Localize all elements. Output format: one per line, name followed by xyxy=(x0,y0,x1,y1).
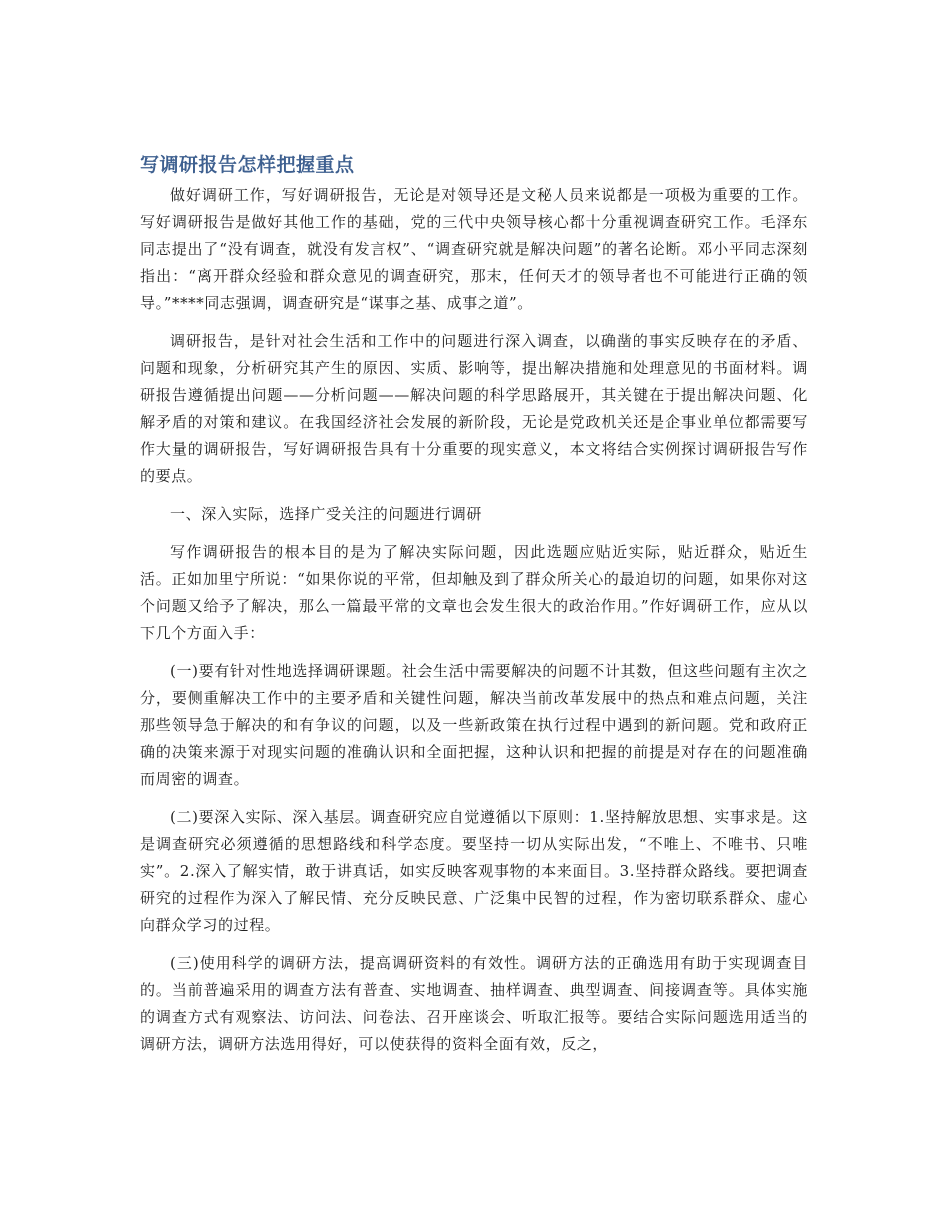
paragraph-point-3: (三)使用科学的调研方法，提高调研资料的有效性。调研方法的正确选用有助于实现调查目的。当前普遍采用的调查方法有普查、实地调查、抽样调查、典型调查、间接调查等。具体实施的调查方式有观察法、访问法、问卷法、召开座谈会、听取汇报等。要结合实际问题选用适当的调研方法，调研方法选用得好，可以使获得的资料全面有效，反之， xyxy=(140,954,808,1053)
document-page xyxy=(140,150,808,1069)
paragraph-point-2: (二)要深入实际、深入基层。调查研究应自觉遵循以下原则：1.坚持解放思想、实事求是。这是调查研究必须遵循的思想路线和科学态度。要坚持一切从实际出发，“不唯上、不唯书、只唯实”。2.深入了解实情，敢于讲真话，如实反映客观事物的本来面目。3.坚持群众路线。要把调查研究的过程作为深入了解民情、充分反映民意、广泛集中民智的过程，作为密切联系群众、虚心向群众学习的过程。 xyxy=(140,808,808,934)
paragraph-point-1: (一)要有针对性地选择调研课题。社会生活中需要解决的问题不计其数，但这些问题有主次之分，要侧重解决工作中的主要矛盾和关键性问题，解决当前改革发展中的热点和难点问题，关注那些领导急于解决的和有争议的问题，以及一些新政策在执行过程中遇到的新问题。党和政府正确的决策来源于对现实问题的准确认识和全面把握，这种认识和把握的前提是对存在的问题准确而周密的调查。 xyxy=(140,662,808,788)
document-title: 写调研报告怎样把握重点 xyxy=(140,154,355,176)
section-heading-1: 一、深入实际，选择广受关注的问题进行调研 xyxy=(170,505,483,523)
paragraph-definition: 调研报告，是针对社会生活和工作中的问题进行深入调查，以确凿的事实反映存在的矛盾、问题和现象，分析研究其产生的原因、实质、影响等，提出解决措施和处理意见的书面材料。调研报告遵循提出问题——分析问题——解决问题的科学思路展开，其关键在于提出解决问题、化解矛盾的对策和建议。在我国经济社会发展的新阶段，无论是党政机关还是企事业单位都需要写作大量的调研报告，写好调研报告具有十分重要的现实意义，本文将结合实例探讨调研报告写作的要点。 xyxy=(140,332,808,485)
paragraph-purpose: 写作调研报告的根本目的是为了解决实际问题，因此选题应贴近实际，贴近群众，贴近生活。正如加里宁所说：“如果你说的平常，但却触及到了群众所关心的最迫切的问题，如果你对这个问题又给予了解决，那么一篇最平常的文章也会发生很大的政治作用。”作好调研工作，应从以下几个方面入手： xyxy=(140,543,808,642)
paragraph-intro: 做好调研工作，写好调研报告，无论是对领导还是文秘人员来说都是一项极为重要的工作。写好调研报告是做好其他工作的基础，党的三代中央领导核心都十分重视调查研究工作。毛泽东同志提出了“没有调查，就没有发言权”、“调查研究就是解决问题”的著名论断。邓小平同志深刻指出：“离开群众经验和群众意见的调查研究，那末，任何天才的领导者也不可能进行正确的领导。”****同志强调，调查研究是“谋事之基、成事之道”。 xyxy=(140,186,808,312)
